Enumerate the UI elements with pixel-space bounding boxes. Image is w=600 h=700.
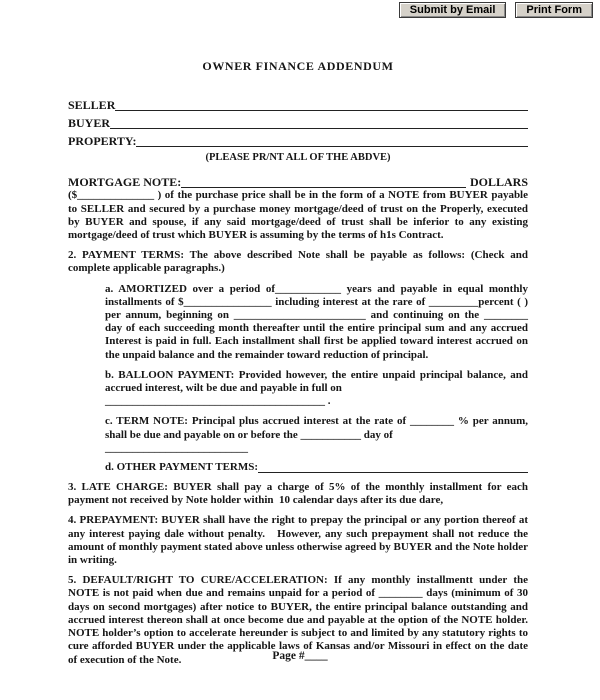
document-title: OWNER FINANCE ADDENDUM — [202, 59, 394, 73]
property-field-row — [68, 130, 528, 148]
seller-input-line[interactable] — [115, 110, 528, 111]
paragraph-payment-terms-intro: 2. PAYMENT TERMS: The above described Note shall be payable as follows: (Check and complete applicable paragraphs.) — [68, 249, 528, 275]
paragraph-term-note: c. TERM NOTE: Principal plus accrued interest at the rate of ________ % per annum, shall be due and payable on or before the ___________ day of — [105, 415, 528, 441]
mortgage-note-row — [68, 173, 528, 189]
document-body — [68, 0, 528, 667]
property-input-line[interactable] — [136, 146, 528, 147]
print-form-button[interactable]: Print Form — [515, 2, 593, 18]
balloon-payment-input-line[interactable]: ________________________________________ . — [105, 395, 331, 408]
property-label: PROPERTY: — [68, 134, 137, 148]
seller-label: SELLER — [68, 98, 116, 112]
buyer-field-row — [68, 112, 528, 130]
buyer-label: BUYER — [68, 116, 111, 130]
other-payment-terms-input-line[interactable] — [258, 472, 528, 473]
page-number-footer: Page #____ — [272, 650, 328, 662]
dollars-label: DOLLARS — [469, 175, 528, 190]
paragraph-prepayment: 4. PREPAYMENT: BUYER shall have the right to prepay the principal or any portion thereof at any interest paying dale without penalty. However, any such prepayment shall not reduce the amount of monthly payment stated above unless otherwise agreed by BUYER and the Note holder in writing. — [68, 514, 528, 567]
party-fields — [68, 94, 528, 148]
mortgage-note-input-line[interactable] — [181, 187, 466, 188]
print-all-note: (PLEASE PR/NT ALL OF THE ABDVE) — [205, 152, 391, 164]
buyer-input-line[interactable] — [110, 128, 528, 129]
paragraph-late-charge: 3. LATE CHARGE: BUYER shall pay a charge of 5% of the monthly installment for each payment not received by Note holder within 10 calendar days after its due dare, — [68, 481, 528, 507]
submit-by-email-button[interactable]: Submit by Email — [399, 2, 507, 18]
paragraph-amortized: a. AMORTIZED over a period of____________ years and payable in equal monthly installments of $________________ including interest at the rare of _________percent ( ) per annum, beginning on ________________________ and continuing on the ________ day of each succeeding month thereafter until the entire principal sum and any accrued Interest is paid in full. Each installment shall first be applied toward interest accrued on the unpaid balance and the remainder toward reduction of principal. — [105, 282, 528, 361]
seller-field-row — [68, 94, 528, 112]
mortgage-note-label: MORTGAGE NOTE: — [68, 175, 182, 190]
paragraph-default-right-to-cure: 5. DEFAULT/RIGHT TO CURE/ACCELERATION: If any monthly installmentt under the NOTE is not paid when due and remains unpaid for a period of ________ days (minimum of 30 days on second mortgages) after notice to BUYER, the entire principal balance outstanding and accrued interest thereon shall at once become due and payable at the option of the NOTE holder. NOTE holder’s option to accelerate hereunder is subject to and limited by any statutory rights to cure afforded BUYER under the applicable laws of Kansas and/or Missouri in effect on the date of execution of the Note. — [68, 574, 528, 666]
other-payment-terms-row — [105, 459, 528, 474]
paragraph-balloon-payment: b. BALLOON PAYMENT: Provided however, the entire unpaid principal balance, and accrued interest, wilt be due and payable in full on — [105, 368, 528, 395]
paragraph-mortgage-body: ($______________ ) of the purchase price shall be in the form of a NOTE from BUYER payable to SELLER and secured by a purchase money mortgage/deed of trust on the Properly, executed by BUYER and spouse, if any said mortgage/deed of trust shall be inferior to any existing mortgage/deed of trust which BUYER is assuming by the terms of h1s Contract. — [68, 189, 528, 242]
other-payment-terms-label: d. OTHER PAYMENT TERMS: — [105, 460, 259, 473]
term-note-input-line[interactable]: __________________________ — [105, 441, 248, 454]
